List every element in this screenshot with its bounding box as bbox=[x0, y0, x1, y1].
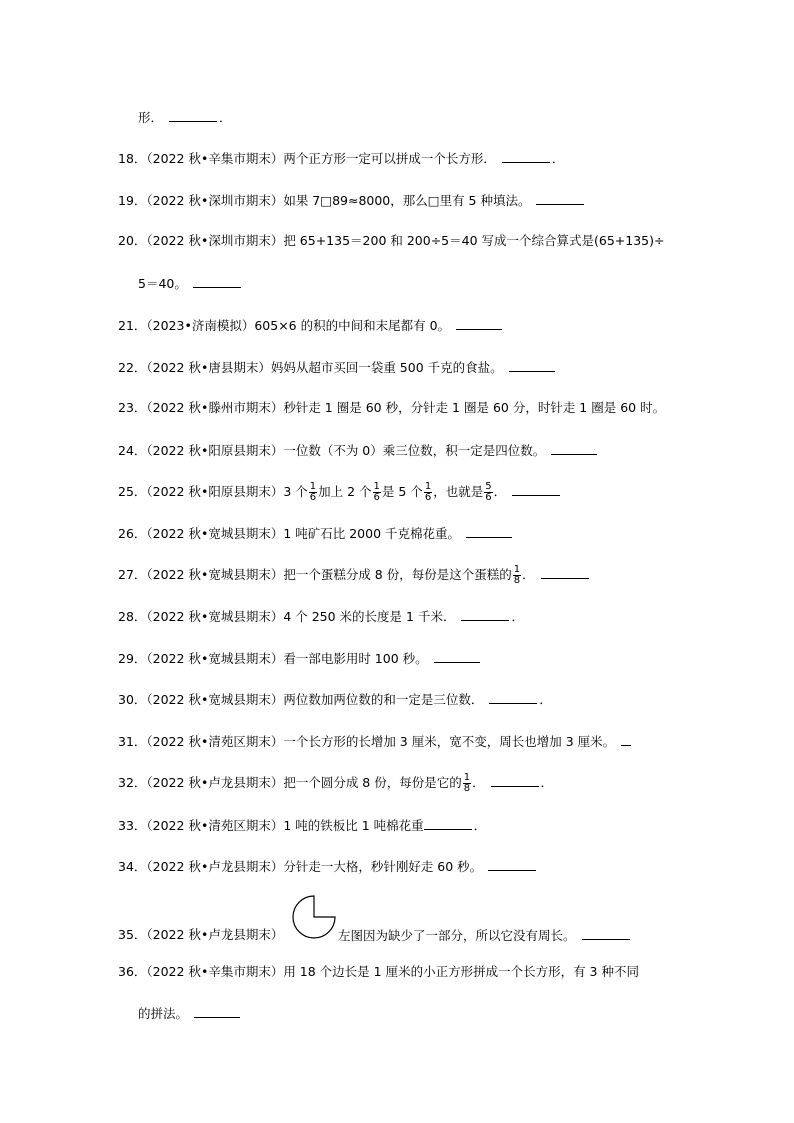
trailing-period: ． bbox=[473, 818, 487, 833]
question-text: 秒针走 1 圈是 60 秒，分针走 1 圈是 60 分，时针走 1 圈是 60 时。 bbox=[283, 400, 666, 415]
trailing-period: ． bbox=[511, 609, 524, 624]
question-text: 左图因为缺少了一部分，所以它没有周长。 bbox=[338, 928, 576, 943]
question-source: （2022 秋•宽城县期末） bbox=[146, 526, 284, 541]
question-source: （2022 秋•卢龙县期末） bbox=[146, 927, 284, 942]
question-source: （2022 秋•清苑区期末） bbox=[146, 734, 284, 749]
fraction-numerator: 1 bbox=[513, 564, 521, 575]
question-number: 28． bbox=[118, 609, 147, 624]
question-source: （2022 秋•卢龙县期末） bbox=[146, 859, 284, 874]
question-source: （2022 秋•辛集市期末） bbox=[146, 964, 284, 979]
question-source: （2022 秋•清苑区期末） bbox=[146, 818, 284, 833]
fraction-denominator: 8 bbox=[463, 783, 471, 794]
answer-blank[interactable] bbox=[169, 109, 217, 122]
answer-blank[interactable] bbox=[582, 927, 630, 940]
text-part: 是 5 个 bbox=[381, 484, 423, 499]
fraction bbox=[424, 482, 432, 503]
answer-blank[interactable] bbox=[194, 1005, 240, 1018]
question-number: 21． bbox=[118, 318, 147, 333]
answer-blank[interactable] bbox=[193, 275, 241, 288]
question-26 bbox=[118, 525, 514, 542]
question-29 bbox=[118, 650, 482, 667]
question-text: 把 65+135＝200 和 200÷5＝40 写成一个综合算式是(65+135)÷ bbox=[283, 233, 665, 248]
question-text: 1 吨矿石比 2000 千克棉花重。 bbox=[283, 526, 461, 541]
question-35 bbox=[118, 927, 283, 943]
fraction-numerator: 1 bbox=[424, 481, 432, 492]
trailing-period: ． bbox=[219, 110, 232, 125]
question-text: 看一部电影用时 100 秒。 bbox=[283, 651, 428, 666]
question-number: 32． bbox=[118, 775, 147, 790]
question-text: 1 吨的铁板比 1 吨棉花重 bbox=[283, 818, 424, 833]
question-20-continuation bbox=[138, 275, 243, 292]
text-part: ，也就是 bbox=[433, 484, 484, 499]
question-number: 23． bbox=[118, 400, 147, 415]
answer-blank[interactable] bbox=[461, 608, 509, 621]
question-number: 25． bbox=[118, 484, 147, 499]
question-21 bbox=[118, 317, 504, 334]
question-text: 两个正方形一定可以拼成一个长方形． bbox=[283, 151, 496, 166]
question-source: （2022 秋•阳原县期末） bbox=[146, 484, 284, 499]
answer-blank[interactable] bbox=[456, 317, 502, 330]
question-number: 26． bbox=[118, 526, 147, 541]
trailing-period: ． bbox=[472, 775, 485, 790]
question-number: 34． bbox=[118, 859, 147, 874]
question-number: 24． bbox=[118, 443, 147, 458]
answer-blank[interactable] bbox=[509, 359, 555, 372]
question-36-continuation bbox=[138, 1005, 242, 1022]
question-text: 4 个 250 米的长度是 1 千米． bbox=[283, 609, 456, 624]
text-part: 3 个 bbox=[283, 484, 308, 499]
fraction-denominator: 6 bbox=[373, 492, 380, 503]
pie-outline bbox=[293, 896, 335, 938]
answer-blank[interactable] bbox=[466, 525, 512, 538]
question-text: 妈妈从超市买回一袋重 500 千克的食盐。 bbox=[270, 360, 503, 375]
question-number: 33． bbox=[118, 818, 147, 833]
fraction-denominator: 6 bbox=[485, 492, 492, 503]
question-30 bbox=[118, 691, 552, 708]
answer-blank[interactable] bbox=[424, 817, 472, 830]
continuation-text: 的拼法。 bbox=[138, 1006, 189, 1021]
question-number: 27． bbox=[118, 567, 147, 582]
question-number: 30． bbox=[118, 692, 147, 707]
question-source: （2022 秋•阳原县期末） bbox=[146, 443, 284, 458]
question-text: 如果 7□89≈8000，那么□里有 5 种填法。 bbox=[283, 193, 531, 208]
text-part: 把一个圆分成 8 份，每份是它的 bbox=[283, 775, 462, 790]
fraction bbox=[309, 482, 317, 503]
trailing-period: ． bbox=[522, 567, 535, 582]
question-24 bbox=[118, 442, 599, 459]
answer-blank[interactable] bbox=[488, 858, 536, 871]
question-34 bbox=[118, 858, 538, 875]
question-source: （2022 秋•唐县期末） bbox=[146, 360, 271, 375]
fraction-numerator: 1 bbox=[373, 481, 380, 492]
question-number: 36． bbox=[118, 964, 147, 979]
question-source: （2022 秋•辛集市期末） bbox=[146, 151, 284, 166]
question-text: 分针走一大格，秒针刚好走 60 秒。 bbox=[283, 859, 483, 874]
fraction bbox=[463, 773, 471, 794]
question-32 bbox=[118, 772, 553, 794]
fraction-denominator: 6 bbox=[424, 492, 432, 503]
question-text: 605×6 的积的中间和末尾都有 0。 bbox=[254, 318, 451, 333]
answer-blank[interactable] bbox=[491, 774, 539, 787]
question-number: 29． bbox=[118, 651, 147, 666]
continuation-text: 5＝40。 bbox=[138, 276, 187, 291]
three-quarter-circle-figure bbox=[290, 893, 338, 941]
text-part: 加上 2 个 bbox=[318, 484, 372, 499]
question-source: （2022 秋•深圳市期末） bbox=[146, 233, 284, 248]
fraction bbox=[484, 482, 492, 503]
question-28 bbox=[118, 608, 524, 625]
question-22 bbox=[118, 359, 557, 376]
question-source: （2022 秋•卢龙县期末） bbox=[146, 775, 284, 790]
fraction bbox=[513, 565, 521, 586]
fraction-numerator: 1 bbox=[309, 481, 317, 492]
question-19 bbox=[118, 192, 586, 209]
continuation-text: 形． bbox=[138, 110, 164, 125]
answer-blank[interactable] bbox=[489, 691, 537, 704]
question-17-continuation bbox=[138, 109, 232, 126]
question-number: 19． bbox=[118, 193, 147, 208]
trailing-period: ． bbox=[540, 775, 554, 790]
question-25 bbox=[118, 481, 562, 503]
question-text: 两位数加两位数的和一定是三位数． bbox=[283, 692, 484, 707]
question-31 bbox=[118, 733, 633, 750]
question-23 bbox=[118, 400, 665, 416]
answer-blank[interactable] bbox=[502, 150, 550, 163]
trailing-period: ． bbox=[493, 484, 507, 499]
question-number: 22． bbox=[118, 360, 147, 375]
question-source: （2022 秋•宽城县期末） bbox=[146, 567, 284, 582]
question-number: 18． bbox=[118, 151, 147, 166]
question-33 bbox=[118, 817, 486, 834]
answer-blank[interactable] bbox=[551, 442, 597, 455]
fraction-denominator: 6 bbox=[309, 492, 317, 503]
question-source: （2022 秋•深圳市期末） bbox=[146, 193, 284, 208]
question-text: 一位数（不为 0）乘三位数，积一定是四位数。 bbox=[283, 443, 546, 458]
fraction-denominator: 8 bbox=[513, 575, 521, 586]
question-number: 20． bbox=[118, 233, 147, 248]
question-number: 31． bbox=[118, 734, 147, 749]
question-18 bbox=[118, 150, 564, 167]
question-35-text bbox=[338, 927, 632, 944]
fraction bbox=[373, 482, 381, 503]
question-source: （2022 秋•滕州市期末） bbox=[146, 400, 284, 415]
question-number: 35． bbox=[118, 927, 147, 942]
fraction-numerator: 1 bbox=[463, 772, 471, 783]
answer-blank[interactable] bbox=[536, 192, 584, 205]
trailing-period: ． bbox=[551, 151, 565, 166]
trailing-period: ． bbox=[539, 692, 552, 707]
text-part: 把一个蛋糕分成 8 份，每份是这个蛋糕的 bbox=[283, 567, 512, 582]
fraction-numerator: 5 bbox=[485, 481, 492, 492]
question-source: （2022 秋•宽城县期末） bbox=[146, 609, 284, 624]
question-text: 一个长方形的长增加 3 厘米，宽不变，周长也增加 3 厘米。 bbox=[283, 734, 616, 749]
answer-blank[interactable] bbox=[512, 483, 560, 496]
question-20 bbox=[118, 233, 664, 249]
question-source: （2022 秋•宽城县期末） bbox=[146, 651, 284, 666]
answer-blank[interactable] bbox=[434, 650, 480, 663]
answer-blank[interactable] bbox=[541, 566, 589, 579]
question-source: （2023•济南模拟） bbox=[146, 318, 255, 333]
question-27 bbox=[118, 564, 591, 586]
answer-blank[interactable] bbox=[621, 733, 631, 746]
question-source: （2022 秋•宽城县期末） bbox=[146, 692, 284, 707]
question-36 bbox=[118, 964, 639, 980]
question-text: 用 18 个边长是 1 厘米的小正方形拼成一个长方形，有 3 种不同 bbox=[283, 964, 639, 979]
